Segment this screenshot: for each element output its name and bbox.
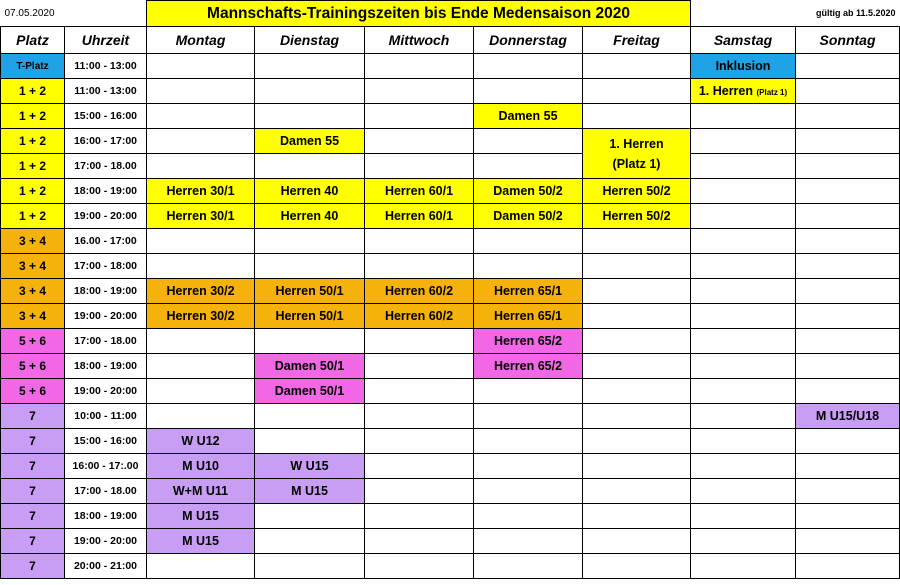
slot-mittwoch <box>365 354 474 379</box>
slot-mittwoch <box>365 479 474 504</box>
slot-montag <box>147 79 255 104</box>
slot-dienstag: Damen 50/1 <box>255 354 365 379</box>
uhrzeit-cell: 17:00 - 18.00 <box>65 479 147 504</box>
slot-donnerstag <box>474 554 583 579</box>
slot-sonntag <box>796 354 900 379</box>
slot-dienstag <box>255 329 365 354</box>
slot-freitag <box>583 229 691 254</box>
uhrzeit-cell: 18:00 - 19:00 <box>65 354 147 379</box>
slot-freitag <box>583 304 691 329</box>
slot-sonntag <box>796 254 900 279</box>
slot-samstag <box>691 229 796 254</box>
uhrzeit-cell: 17:00 - 18.00 <box>65 154 147 179</box>
platz-cell: 3 + 4 <box>1 254 65 279</box>
slot-samstag <box>691 529 796 554</box>
slot-donnerstag: Herren 65/2 <box>474 329 583 354</box>
table-row <box>1 529 900 554</box>
slot-samstag <box>691 379 796 404</box>
slot-samstag <box>691 204 796 229</box>
slot-dienstag <box>255 154 365 179</box>
slot-samstag <box>691 129 796 154</box>
slot-dienstag: Herren 40 <box>255 204 365 229</box>
slot-donnerstag <box>474 254 583 279</box>
platz-cell: 7 <box>1 529 65 554</box>
table-row <box>1 229 900 254</box>
slot-sonntag <box>796 429 900 454</box>
platz-cell: 1 + 2 <box>1 129 65 154</box>
slot-dienstag: Herren 50/1 <box>255 279 365 304</box>
slot-donnerstag: Damen 55 <box>474 104 583 129</box>
slot-sonntag <box>796 329 900 354</box>
column-header-mittwoch: Mittwoch <box>365 27 474 54</box>
slot-donnerstag <box>474 379 583 404</box>
slot-samstag <box>691 504 796 529</box>
slot-donnerstag <box>474 479 583 504</box>
slot-samstag <box>691 329 796 354</box>
slot-note: (Platz 1) <box>756 88 788 97</box>
slot-montag <box>147 354 255 379</box>
column-header-sonntag: Sonntag <box>796 27 900 54</box>
slot-freitag <box>583 379 691 404</box>
slot-dienstag: Damen 50/1 <box>255 379 365 404</box>
slot-mittwoch <box>365 79 474 104</box>
platz-cell: 7 <box>1 554 65 579</box>
slot-donnerstag: Herren 65/1 <box>474 304 583 329</box>
slot-montag <box>147 404 255 429</box>
uhrzeit-cell: 16:00 - 17:00 <box>65 129 147 154</box>
column-header-dienstag: Dienstag <box>255 27 365 54</box>
table-row <box>1 179 900 204</box>
slot-mittwoch <box>365 54 474 79</box>
table-row <box>1 379 900 404</box>
table-row <box>1 554 900 579</box>
uhrzeit-cell: 19:00 - 20:00 <box>65 304 147 329</box>
slot-donnerstag <box>474 54 583 79</box>
slot-sonntag: M U15/U18 <box>796 404 900 429</box>
uhrzeit-cell: 15:00 - 16:00 <box>65 104 147 129</box>
uhrzeit-cell: 19:00 - 20:00 <box>65 204 147 229</box>
table-row <box>1 154 900 179</box>
slot-samstag <box>691 304 796 329</box>
slot-mittwoch <box>365 254 474 279</box>
uhrzeit-cell: 18:00 - 19:00 <box>65 179 147 204</box>
slot-donnerstag <box>474 454 583 479</box>
slot-freitag <box>583 129 691 179</box>
slot-donnerstag: Herren 65/2 <box>474 354 583 379</box>
slot-sonntag <box>796 479 900 504</box>
table-row <box>1 504 900 529</box>
slot-samstag <box>691 404 796 429</box>
slot-text-line2: (Platz 1) <box>612 156 661 171</box>
platz-cell: 3 + 4 <box>1 304 65 329</box>
slot-donnerstag <box>474 504 583 529</box>
slot-mittwoch <box>365 554 474 579</box>
slot-freitag <box>583 54 691 79</box>
slot-donnerstag <box>474 229 583 254</box>
slot-dienstag <box>255 79 365 104</box>
slot-samstag <box>691 429 796 454</box>
platz-cell: 7 <box>1 454 65 479</box>
table-row <box>1 304 900 329</box>
slot-mittwoch <box>365 404 474 429</box>
table-row <box>1 54 900 79</box>
column-header-row <box>1 27 900 54</box>
platz-cell: 5 + 6 <box>1 354 65 379</box>
uhrzeit-cell: 19:00 - 20:00 <box>65 379 147 404</box>
slot-dienstag <box>255 504 365 529</box>
slot-samstag <box>691 179 796 204</box>
slot-freitag <box>583 354 691 379</box>
slot-dienstag <box>255 404 365 429</box>
slot-mittwoch <box>365 104 474 129</box>
slot-dienstag <box>255 429 365 454</box>
platz-cell: 1 + 2 <box>1 154 65 179</box>
table-row <box>1 279 900 304</box>
slot-sonntag <box>796 454 900 479</box>
slot-dienstag <box>255 554 365 579</box>
slot-mittwoch: Herren 60/1 <box>365 179 474 204</box>
slot-dienstag <box>255 529 365 554</box>
uhrzeit-cell: 17:00 - 18.00 <box>65 329 147 354</box>
slot-donnerstag: Damen 50/2 <box>474 204 583 229</box>
slot-mittwoch <box>365 379 474 404</box>
slot-montag: Herren 30/1 <box>147 179 255 204</box>
slot-dienstag <box>255 54 365 79</box>
slot-sonntag <box>796 154 900 179</box>
column-header-donnerstag: Donnerstag <box>474 27 583 54</box>
slot-samstag <box>691 79 796 104</box>
slot-freitag: Herren 50/2 <box>583 204 691 229</box>
uhrzeit-cell: 11:00 - 13:00 <box>65 54 147 79</box>
column-header-samstag: Samstag <box>691 27 796 54</box>
slot-freitag <box>583 529 691 554</box>
slot-sonntag <box>796 379 900 404</box>
slot-montag <box>147 54 255 79</box>
slot-freitag <box>583 329 691 354</box>
date-label: 07.05.2020 <box>4 7 55 19</box>
slot-montag: M U15 <box>147 504 255 529</box>
slot-freitag <box>583 79 691 104</box>
slot-samstag <box>691 554 796 579</box>
slot-donnerstag: Damen 50/2 <box>474 179 583 204</box>
slot-donnerstag <box>474 529 583 554</box>
slot-mittwoch <box>365 454 474 479</box>
slot-freitag <box>583 554 691 579</box>
slot-montag <box>147 554 255 579</box>
slot-montag: W+M U11 <box>147 479 255 504</box>
header-row <box>1 1 900 27</box>
slot-dienstag <box>255 254 365 279</box>
table-row <box>1 479 900 504</box>
slot-dienstag: Herren 50/1 <box>255 304 365 329</box>
slot-text: 1. Herren <box>698 84 754 98</box>
slot-sonntag <box>796 79 900 104</box>
slot-dienstag <box>255 104 365 129</box>
platz-cell: 3 + 4 <box>1 279 65 304</box>
slot-samstag <box>691 279 796 304</box>
table-row <box>1 404 900 429</box>
slot-mittwoch: Herren 60/1 <box>365 204 474 229</box>
slot-freitag: Herren 50/2 <box>583 179 691 204</box>
slot-donnerstag <box>474 129 583 154</box>
platz-cell: 1 + 2 <box>1 79 65 104</box>
slot-mittwoch <box>365 429 474 454</box>
slot-samstag <box>691 454 796 479</box>
slot-sonntag <box>796 529 900 554</box>
slot-sonntag <box>796 304 900 329</box>
slot-mittwoch: Herren 60/2 <box>365 279 474 304</box>
platz-cell: T-Platz <box>1 54 65 79</box>
slot-sonntag <box>796 129 900 154</box>
slot-sonntag <box>796 54 900 79</box>
schedule-body <box>1 54 900 579</box>
platz-cell: 7 <box>1 404 65 429</box>
slot-dienstag: Damen 55 <box>255 129 365 154</box>
slot-montag: M U10 <box>147 454 255 479</box>
slot-mittwoch <box>365 129 474 154</box>
uhrzeit-cell: 10:00 - 11:00 <box>65 404 147 429</box>
slot-sonntag <box>796 279 900 304</box>
column-header-montag: Montag <box>147 27 255 54</box>
slot-freitag <box>583 104 691 129</box>
slot-samstag <box>691 154 796 179</box>
uhrzeit-cell: 18:00 - 19:00 <box>65 504 147 529</box>
platz-cell: 1 + 2 <box>1 179 65 204</box>
slot-montag: M U15 <box>147 529 255 554</box>
slot-freitag <box>583 479 691 504</box>
table-row <box>1 79 900 104</box>
slot-donnerstag <box>474 404 583 429</box>
uhrzeit-cell: 19:00 - 20:00 <box>65 529 147 554</box>
slot-montag <box>147 329 255 354</box>
uhrzeit-cell: 20:00 - 21:00 <box>65 554 147 579</box>
table-row <box>1 329 900 354</box>
table-row <box>1 254 900 279</box>
slot-samstag <box>691 479 796 504</box>
valid-from-label: gültig ab 11.5.2020 <box>815 8 896 19</box>
slot-samstag <box>691 104 796 129</box>
slot-mittwoch <box>365 154 474 179</box>
slot-freitag <box>583 504 691 529</box>
slot-montag: Herren 30/1 <box>147 204 255 229</box>
slot-donnerstag <box>474 79 583 104</box>
platz-cell: 5 + 6 <box>1 329 65 354</box>
slot-samstag <box>691 254 796 279</box>
slot-sonntag <box>796 504 900 529</box>
slot-montag <box>147 229 255 254</box>
slot-montag <box>147 154 255 179</box>
slot-mittwoch <box>365 504 474 529</box>
table-row <box>1 429 900 454</box>
slot-dienstag: Herren 40 <box>255 179 365 204</box>
slot-donnerstag <box>474 429 583 454</box>
slot-montag: W U12 <box>147 429 255 454</box>
platz-cell: 7 <box>1 479 65 504</box>
platz-cell: 7 <box>1 429 65 454</box>
column-header-uhrzeit: Uhrzeit <box>65 27 147 54</box>
slot-montag <box>147 379 255 404</box>
slot-montag <box>147 254 255 279</box>
uhrzeit-cell: 18:00 - 19:00 <box>65 279 147 304</box>
platz-cell: 5 + 6 <box>1 379 65 404</box>
slot-sonntag <box>796 554 900 579</box>
platz-cell: 1 + 2 <box>1 204 65 229</box>
uhrzeit-cell: 17:00 - 18:00 <box>65 254 147 279</box>
slot-text: 1. Herren <box>609 136 664 151</box>
slot-sonntag <box>796 229 900 254</box>
slot-sonntag <box>796 104 900 129</box>
slot-freitag <box>583 454 691 479</box>
slot-dienstag: M U15 <box>255 479 365 504</box>
table-row <box>1 129 900 154</box>
platz-cell: 7 <box>1 504 65 529</box>
uhrzeit-cell: 16:00 - 17:.00 <box>65 454 147 479</box>
slot-mittwoch <box>365 229 474 254</box>
slot-donnerstag <box>474 154 583 179</box>
table-row <box>1 354 900 379</box>
slot-freitag <box>583 279 691 304</box>
slot-mittwoch <box>365 329 474 354</box>
slot-samstag <box>691 354 796 379</box>
column-header-platz: Platz <box>1 27 65 54</box>
uhrzeit-cell: 16.00 - 17:00 <box>65 229 147 254</box>
slot-dienstag: W U15 <box>255 454 365 479</box>
page-title: Mannschafts-Trainingszeiten bis Ende Medensaison 2020 <box>147 1 691 27</box>
slot-montag: Herren 30/2 <box>147 304 255 329</box>
slot-montag: Herren 30/2 <box>147 279 255 304</box>
slot-freitag <box>583 254 691 279</box>
table-row <box>1 104 900 129</box>
table-row <box>1 454 900 479</box>
slot-mittwoch <box>365 529 474 554</box>
slot-sonntag <box>796 204 900 229</box>
uhrzeit-cell: 11:00 - 13:00 <box>65 79 147 104</box>
slot-freitag <box>583 429 691 454</box>
column-header-freitag: Freitag <box>583 27 691 54</box>
slot-sonntag <box>796 179 900 204</box>
platz-cell: 3 + 4 <box>1 229 65 254</box>
slot-montag <box>147 104 255 129</box>
slot-donnerstag: Herren 65/1 <box>474 279 583 304</box>
slot-montag <box>147 129 255 154</box>
slot-freitag <box>583 404 691 429</box>
table-row <box>1 204 900 229</box>
slot-samstag: Inklusion <box>691 54 796 79</box>
slot-mittwoch: Herren 60/2 <box>365 304 474 329</box>
slot-dienstag <box>255 229 365 254</box>
uhrzeit-cell: 15:00 - 16:00 <box>65 429 147 454</box>
platz-cell: 1 + 2 <box>1 104 65 129</box>
